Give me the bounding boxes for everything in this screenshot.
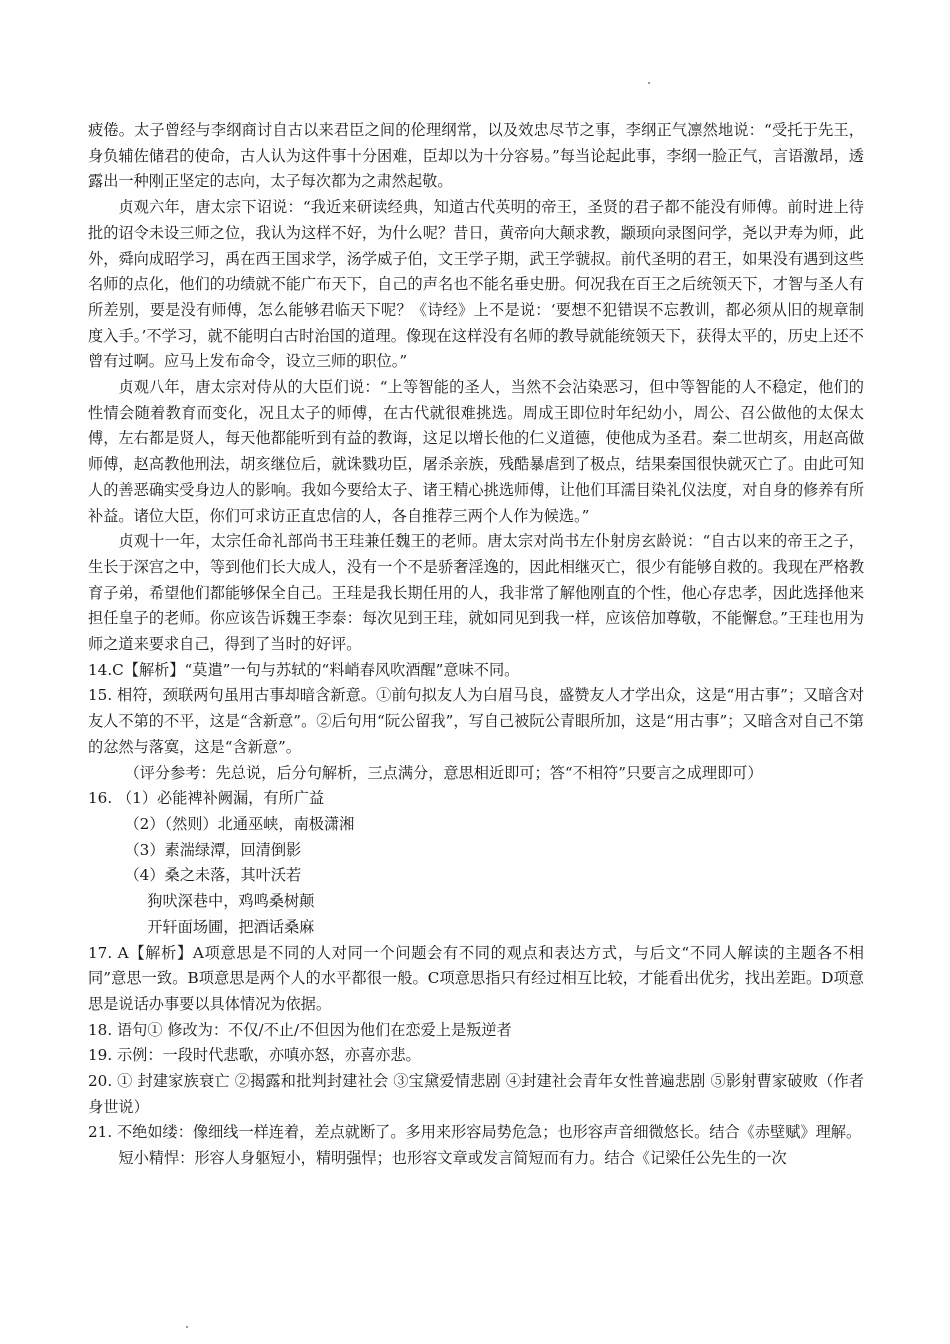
answer-18: 18. 语句① 修改为：不仅/不止/不但因为他们在恋爱上是叛逆者 (88, 1020, 512, 1039)
answer-21-continued: 短小精悍：形容人身躯短小，精明强悍；也形容文章或发言简短而有力。结合《记梁任公先生的一次 (118, 1149, 787, 1168)
answer-14: 14.C【解析】“莫遣”一句与苏轼的“料峭春风吹酒醒”意味不同。 (88, 660, 520, 679)
paragraph: 贞观八年，唐太宗对侍从的大臣们说：“上等智能的圣人，当然不会沾染恶习，但中等智能的人不稳定，他们的性情会随着教育而变化，况且太子的师傅，在古代就很难挑选。周成王即位时年纪幼小，周公、召公做他的太保太傅，左右都是贤人，每天他都能听到有益的教诲，这足以增长他的仁义道德，使他成为圣君。秦二世胡亥，用赵高做师傅，赵高教他刑法，胡亥继位后，就诛戮功臣，屠杀亲族，残酷暴虐到了极点，结果秦国很快就灭亡了。由此可知人的善恶确实受身边人的影响。我如今要给太子、诸王精心挑选师傅，让他们耳濡目染礼仪法度，对自身的修养有所补益。诸位大臣，你们可求访正直忠信的人，各自推荐三两个人作为候选。” (88, 378, 864, 525)
answer-15: 15. 相符，颈联两句虽用古事却暗含新意。①前句拟友人为白眉马良，盛赞友人才学出众，这是“用古事”；又暗含对友人不第的不平，这是“含新意”。②后句用“阮公留我”，写自己被阮公青眼所加，这是“用古事”；又暗含对自己不第的忿然与落寞，这是“含新意”。 (88, 686, 864, 756)
answer-19: 19. 示例：一段时代悲歌，亦嗔亦怒，亦喜亦悲。 (88, 1046, 421, 1065)
document-body (88, 118, 864, 1172)
answer-16-4-line2: 狗吠深巷中，鸡鸣桑树颠 (147, 892, 315, 911)
scan-dot (648, 82, 650, 84)
answer-16-1: 16. （1）必能裨补阙漏，有所广益 (88, 789, 325, 808)
answer-15-note: （评分参考：先总说，后分句解析，三点满分，意思相近即可；答“不相符”只要言之成理即可） (124, 763, 763, 782)
answer-16-3: （3）素湍绿潭，回清倒影 (124, 840, 302, 859)
answer-21: 21. 不绝如缕：像细线一样连着，差点就断了。多用来形容局势危急；也形容声音细微悠长。结合《赤壁赋》理解。 (88, 1123, 862, 1142)
answer-16-2: （2）（然则）北通巫峡，南极潇湘 (124, 814, 355, 833)
answer-16-4-line3: 开轩面场圃，把酒话桑麻 (147, 917, 315, 936)
scan-dot (186, 1326, 188, 1328)
paragraph: 贞观六年，唐太宗下诏说：“我近来研读经典，知道古代英明的帝王，圣贤的君子都不能没有师傅。前时进上待批的诏令未设三师之位，我认为这样不好，为什么呢？昔日，黄帝向大颠求教，颛顼向录图问学，尧以尹寿为师，此外，舜向成昭学习，禹在西王国求学，汤学威子伯，文王学子期，武王学虢叔。前代圣明的君王，如果没有遇到这些名师的点化，他们的功绩就不能广布天下，自己的声名也不能名垂史册。何况我在百王之后统领天下，才智与圣人有所差别，要是没有师傅，怎么能够君临天下呢？《诗经》上不是说：‘要想不犯错误不忘教训，都必须从旧的规章制度入手。’不学习，就不能明白古时治国的道理。像现在这样没有名师的教导就能统领天下，获得太平的，历史上还不曾有过啊。应马上发布命令，设立三师的职位。” (88, 198, 864, 371)
answer-20: 20. ① 封建家族衰亡 ②揭露和批判封建社会 ③宝黛爱情悲剧 ④封建社会青年女性普遍悲剧 ⑤影射曹家破败（作者身世说） (88, 1072, 864, 1116)
paragraph: 贞观十一年，太宗任命礼部尚书王珪兼任魏王的老师。唐太宗对尚书左仆射房玄龄说：“自古以来的帝王之子，生长于深宫之中，等到他们长大成人，没有一个不是骄奢淫逸的，因此相继灭亡，很少有能够自救的。我现在严格教育子弟，希望他们都能够保全自己。王珪是我长期任用的人，我非常了解他刚直的个性，他心存忠孝，因此选择他来担任皇子的老师。你应该告诉魏王李泰：每次见到王珪，就如同见到我一样，应该倍加尊敬，不能懈怠。”王珪也用为师之道来要求自己，得到了当时的好评。 (88, 532, 864, 654)
paragraph: 疲倦。太子曾经与李纲商讨自古以来君臣之间的伦理纲常，以及效忠尽节之事，李纲正气凛然地说：“受托于先王，身负辅佐储君的使命，古人认为这件事十分困难，臣却以为十分容易。”每当论起此事，李纲一脸正气，言语激昂，透露出一种刚正坚定的志向，太子每次都为之肃然起敬。 (88, 121, 864, 191)
answer-17: 17. A【解析】A项意思是不同的人对同一个问题会有不同的观点和表达方式，与后文“不同人解读的主题各不相同”意思一致。B项意思是两个人的水平都很一般。C项意思指只有经过相互比较，才能看出优劣，找出差距。D项意思是说话办事要以具体情况为依据。 (88, 943, 864, 1013)
answer-16-4: （4）桑之未落，其叶沃若 (124, 866, 302, 885)
